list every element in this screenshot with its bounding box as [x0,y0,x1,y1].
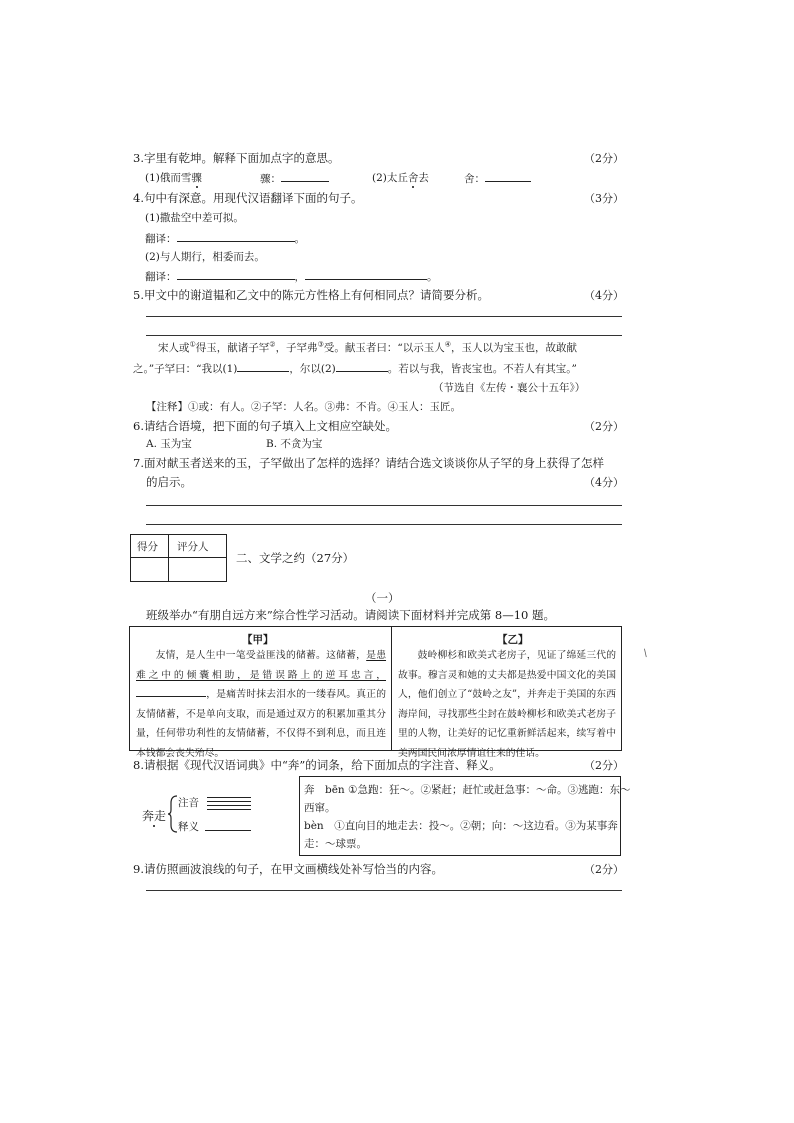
passage-note: 【注释】①或：有人。②子罕：人名。③弗：不肯。④玉人：玉匠。 [146,401,461,413]
dict-line-4: 走：～球票。 [304,838,367,850]
q8-shiyi-answer[interactable] [205,830,251,831]
q6-option-b: B. 不贪为宝 [266,438,323,450]
material-jia-title: 【甲】 [242,634,274,646]
q5-stem: 5.甲文中的谢道韫和乙文中的陈元方性格上有何相同点？请简要分析。 [133,288,489,302]
q4-stem: 4.句中有深意。用现代汉语翻译下面的句子。 [133,191,363,205]
dict-line-1: 奔 bēn ①急跑：狂～。②紧赶；赶忙或赶急事：～命。③逃跑：东～ [304,784,631,796]
section2-title: 二、文学之约（27分） [236,551,355,565]
q7-answer-line-1[interactable] [146,505,622,506]
score-box-header-grader: 评分人 [177,541,209,553]
section2-intro: 班级举办“有朋自远方来”综合性学习活动。请阅读下面材料并完成第 8—10 题。 [146,608,556,622]
q8-shiyi-label: 释义 [178,821,199,833]
q3-answer-b[interactable]: 舍： [464,170,531,186]
q5-answer-line-1[interactable] [146,316,622,317]
q4-translation-2[interactable]: 翻译： ， 。 [145,268,438,284]
dictionary-entry [299,776,631,856]
stray-mark: / [641,647,650,660]
q5-score: （4分） [584,289,624,302]
score-box-score-cell[interactable] [132,559,166,579]
q3-item-a: (1)俄而雪骤 [145,172,202,184]
q9-score: （2分） [584,863,624,876]
q4-translation-1[interactable]: 翻译： 。 [145,230,305,246]
q4-score: （3分） [584,192,624,205]
q7-score: （4分） [584,476,624,489]
dict-line-3: bèn ①直向目的地走去：投～。②朝；向：～这边看。③为某事奔 [304,820,618,832]
q4-sentence-1: (1)撒盐空中差可拟。 [145,212,244,224]
q6-option-a: A. 玉为宝 [146,438,192,450]
q8-score: （2分） [584,759,624,772]
materials-box [129,626,622,759]
wavy-line-sentence: 是患难之中的倾囊相助，是错误路上的逆耳忠言， [136,650,387,681]
passage-blank-2[interactable] [336,360,388,372]
passage-line-1: 宋人或①得玉，献诸子罕②，子罕弗③受。献玉者曰：“以示玉人④，玉人以为宝玉也，故敢献 [158,340,577,354]
q3-item-b: (2)太丘舍去 [372,172,429,184]
q6-stem: 6.请结合语境，把下面的句子填入上文相应空缺处。 [133,419,397,433]
dict-line-2: 西窜。 [304,802,336,814]
q8-word: 奔走 [142,809,167,823]
passage-line-2: 之。”子罕曰：“我以(1) ，尔以(2) 。若以与我，皆丧宝也。不若人有其宝。” [133,360,577,376]
q8-stem: 8.请根据《现代汉语词典》中“奔”的词条，给下面加点的字注音、释义。 [133,758,501,772]
section2-subtitle: （一） [365,591,400,605]
q7-stem-1: 7.面对献玉者送来的玉，子罕做出了怎样的选择？请结合选文谈谈你从子罕的身上获得了怎样 [133,456,604,470]
q3-answer-a[interactable]: 骤： [260,170,329,186]
q5-answer-line-2[interactable] [146,335,622,336]
q7-stem-2: 的启示。 [146,475,192,489]
q8-zhuyin-answer[interactable] [207,795,251,809]
score-box-header-score: 得分 [137,541,158,553]
score-box [130,534,227,582]
material-jia-text: 友情，是人生中一笔受益匪浅的储蓄。这储蓄，是患难之中的倾囊相助，是错误路上的逆耳忠言，，是痛苦时抹去泪水的一缕春风。真正的友情储蓄，不是单向支取，而是通过双方的积累加重其分量，任何带功利性的友情储蓄，不仅得不到利息，而且连本钱都会丧失殆尽。 [136,650,387,759]
q8-zhuyin-label: 注音 [178,797,199,809]
jia-fill-blank[interactable] [136,685,206,697]
score-box-grader-cell[interactable] [170,559,224,579]
q3-score: （2分） [584,152,624,165]
passage-blank-1[interactable] [237,360,289,372]
q7-answer-line-2[interactable] [146,524,622,525]
q3-stem: 3.字里有乾坤。解释下面加点字的意思。 [133,151,340,165]
q9-stem: 9.请仿照画波浪线的句子，在甲文画横线处补写恰当的内容。 [133,862,443,876]
material-yi-text: 鼓岭柳杉和欧美式老房子，见证了绵延三代的故事。穆言灵和她的丈夫都是热爱中国文化的美国人，他们创立了“鼓岭之友”，并奔走于美国的东西海岸间，寻找那些尘封在鼓岭柳杉和欧美式老房子里的人物，让美好的记忆重新鲜活起来，续写着中美两国民间浓厚情谊往来的佳话。 [398,650,616,759]
q9-answer-line[interactable] [146,890,622,891]
q6-score: （2分） [584,420,624,433]
q4-sentence-2: (2)与人期行，相委而去。 [145,251,265,263]
passage-source: （节选自《左传・襄公十五年》） [433,382,586,394]
material-yi-title: 【乙】 [497,634,529,646]
